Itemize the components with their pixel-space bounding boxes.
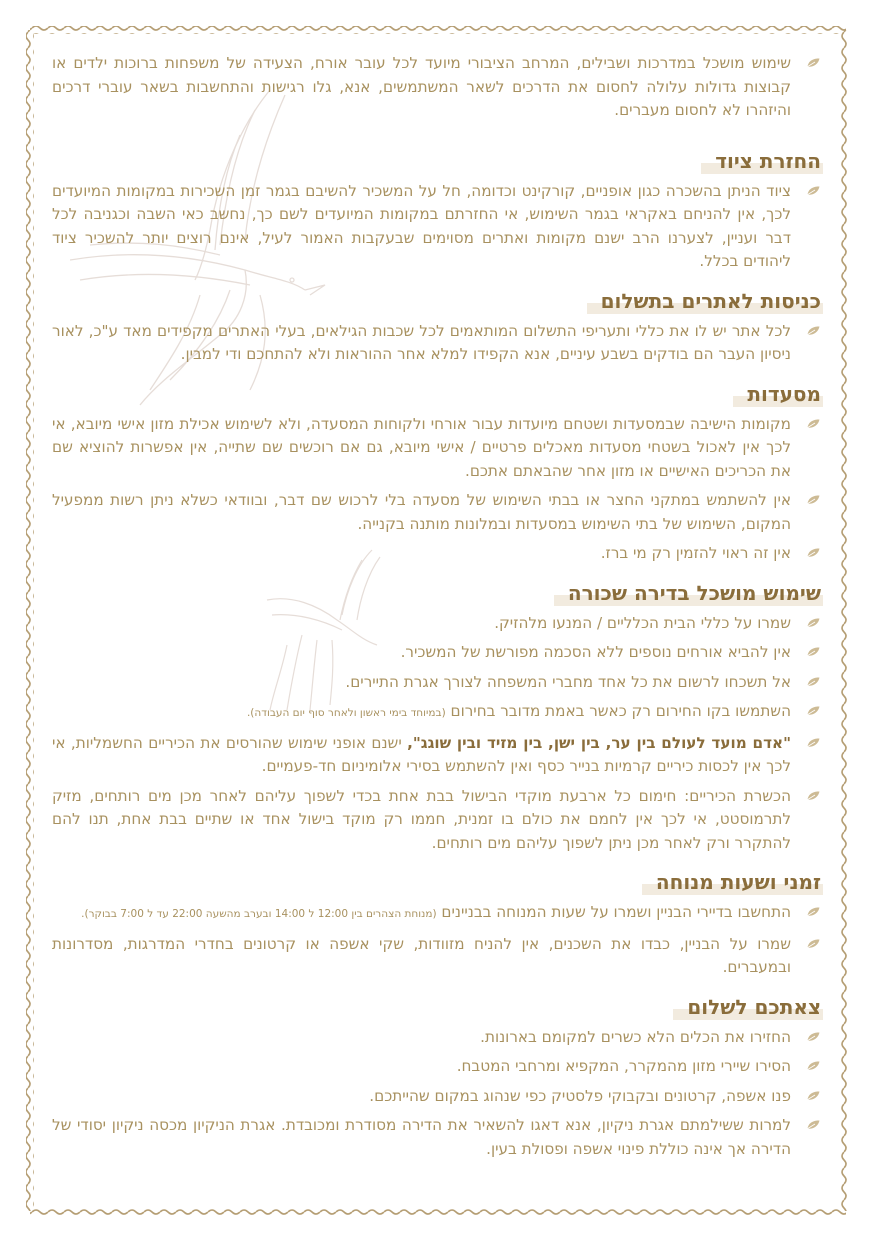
item-text: שמרו על הבניין, כבדו את השכנים, אין להניח מזוודות, שקי אשפה או קרטונים בחדרי המדרגות, מסדרונות ובמעברים. <box>52 934 791 976</box>
leaf-icon <box>806 547 821 559</box>
document-body <box>52 52 823 1167</box>
item-text: מקומות הישיבה שבמסעדות ושטחם מיועדות עבור אורחי ולקוחות המסעדה, ולא לשימוש אכילת מזון אישי מיובא, אי לכך אין לאכול בשטחי מסעדות מאכלים פרטיים / אישי מיובא, גם אם רוכשים שם שתייה, אין אפשרות להוציא שם את הכריכים האישיים או מזון אחר שהבאתם אתכם. <box>52 414 791 480</box>
leaf-icon <box>806 1031 821 1043</box>
item-note: (מנוחת הצהרים בין 12:00 ל 14:00 ובערב מהשעה 22:00 עד ל 7:00 בבוקר). <box>81 908 437 920</box>
intro-list <box>52 52 823 123</box>
item-text: אין זה ראוי להזמין רק מי ברז. <box>600 544 791 562</box>
item-quote: "אדם מועד לעולם בין ער, בין ישן, בין מזיד ובין שוגג", <box>407 733 791 752</box>
leaf-icon <box>806 494 821 506</box>
leaf-icon <box>806 1090 821 1102</box>
equipment-return-list <box>52 180 823 274</box>
section-heading-departure <box>52 994 823 1020</box>
leaf-icon <box>806 938 821 950</box>
leaf-icon <box>806 1060 821 1072</box>
item-note: (במיוחד בימי ראשון ולאחר סוף יום העבודה). <box>246 707 446 719</box>
section-title: זמני ושעות מנוחה <box>642 869 823 895</box>
list-item <box>52 732 823 779</box>
leaf-icon <box>806 1119 821 1131</box>
item-text: לכל אתר יש לו את כללי ותעריפי התשלום המותאמים לכל שכבות הגילאים, בעלי האתרים מקפידים מאד ע"כ, לאור ניסיון העבר הם בודקים בשבע עיניים, אנא הקפידו למלא אחר ההוראות ולא להתחכם ודי למבין. <box>52 321 791 363</box>
leaf-icon <box>806 185 821 197</box>
section-title: שימוש מושכל בדירה שכורה <box>554 580 823 606</box>
item-text: שמרו על כללי הבית הכלליים / המנעו מלהזיק. <box>494 613 791 632</box>
item-text: אין להשתמש במתקני החצר או בבתי השימוש של מסעדה בלי לרכוש שם דבר, ובוודאי כשלא ניתן רשות ממפעיל המקום, השימוש של בתי השימוש במסעדות ובמלונות מותנה בקנייה. <box>52 491 791 533</box>
item-text: ישנם אופני שימוש שהורסים את הכיריים החשמליות, אי לכך אין לכסות כיריים קרמיות בנייר כסף ואין להשתמש בסירי אלומיניום חד-פעמיים. <box>52 733 791 775</box>
paid-sites-list <box>52 320 823 367</box>
list-item <box>52 671 823 695</box>
rented-apartment-list <box>52 612 823 856</box>
list-item <box>52 1026 823 1050</box>
section-title: צאתכם לשלום <box>673 994 823 1020</box>
section-title: החזרת ציוד <box>701 148 823 174</box>
leaf-icon <box>806 705 821 717</box>
list-item <box>52 1055 823 1079</box>
item-text: אין להביא אורחים נוספים ללא הסכמה מפורשת של המשכיר. <box>400 643 791 661</box>
leaf-icon <box>806 906 821 918</box>
list-item <box>52 612 823 636</box>
item-text: התחשבו בדיירי הבניין ושמרו על שעות המנוחה בבניינים <box>441 903 791 921</box>
item-text: החזירו את הכלים הלא כשרים למקומם בארונות. <box>480 1027 791 1046</box>
rest-hours-list <box>52 901 823 980</box>
list-item <box>52 700 823 726</box>
departure-list <box>52 1026 823 1162</box>
section-title: מסעדות <box>733 381 823 407</box>
item-text: אל תשכחו לרשום את כל אחד מחברי המשפחה לצורך אגרת התיירים. <box>345 672 791 691</box>
leaf-icon <box>806 325 821 337</box>
list-item <box>52 542 823 566</box>
list-item <box>52 52 823 123</box>
list-item <box>52 933 823 980</box>
section-heading-rented-apartment <box>52 580 823 606</box>
item-text: למרות ששילמתם אגרת ניקיון, אנא דאגו להשאיר את הדירה מסודרת ומכובדת. אגרת הניקיון מכסה ניקיון יסודי של הדירה אך אינה כוללת פינוי אשפה ופסולת בעין. <box>52 1116 791 1158</box>
list-item <box>52 1114 823 1161</box>
leaf-icon <box>806 617 821 629</box>
list-item <box>52 641 823 665</box>
list-item <box>52 785 823 856</box>
leaf-icon <box>806 790 821 802</box>
list-item <box>52 1085 823 1109</box>
list-item <box>52 489 823 536</box>
leaf-icon <box>806 737 821 749</box>
section-heading-paid-sites <box>52 288 823 314</box>
list-item <box>52 180 823 274</box>
leaf-icon <box>806 57 821 69</box>
list-item <box>52 901 823 927</box>
intro-text: שימוש מושכל במדרכות ושבילים, המרחב הציבורי מיועד לכל עובר אורח, הצעידה של משפחות ברוכות ילדים או קבוצות גדולות עלולה לחסום את הדרכים לשאר המשתמשים, אנא, גלו רגישות והתחשבות בשאר עוברי דרכים והיזהרו לא לחסום מעברים. <box>52 54 791 119</box>
item-text: השתמשו בקו החירום רק כאשר באמת מדובר בחירום <box>450 702 791 720</box>
section-heading-equipment-return <box>52 148 823 174</box>
item-text: ציוד הניתן בהשכרה כגון אופניים, קורקינט וכדומה, חל על המשכיר להשיבם בגמר זמן השכירות במקומות המיועדים לכך, אין להניחם באקראי בגמר השימוש, אי החזרתם במקומות המיועדים לשם כך, נחשב כאי השבה וכגניבה לכל דבר ועניין, לצערנו הרב ישנם מקומות ואתרים מסוימים שבעקבות האמור לעיל, אינם רוצים יותר להשכיר ציוד ליהודים בכלל. <box>52 181 791 270</box>
section-title: כניסות לאתרים בתשלום <box>587 288 823 314</box>
leaf-icon <box>806 418 821 430</box>
list-item <box>52 413 823 484</box>
leaf-icon <box>806 676 821 688</box>
section-heading-restaurants <box>52 381 823 407</box>
section-heading-rest-hours <box>52 869 823 895</box>
restaurants-list <box>52 413 823 566</box>
leaf-icon <box>806 646 821 658</box>
list-item <box>52 320 823 367</box>
item-text: הכשרת הכיריים: חימום כל ארבעת מוקדי הבישול בבת אחת בכדי לשפוך עליהם לאחר מכן מים רותחים, מזיק לתרמוסטט, אי לכך אין לחמם את כולם בו זמנית, חממו רק מוקד בישול אחד או שתיים בבת אחת, תנו להם להתקרר ורק לאחר מכן ניתן לשפוך עליהם מים רותחים. <box>52 786 791 852</box>
item-text: הסירו שיירי מזון מהמקרר, המקפיא ומרחבי המטבח. <box>456 1057 791 1075</box>
item-text: פנו אשפה, קרטונים ובקבוקי פלסטיק כפי שנהוג במקום שהייתכם. <box>369 1086 791 1105</box>
